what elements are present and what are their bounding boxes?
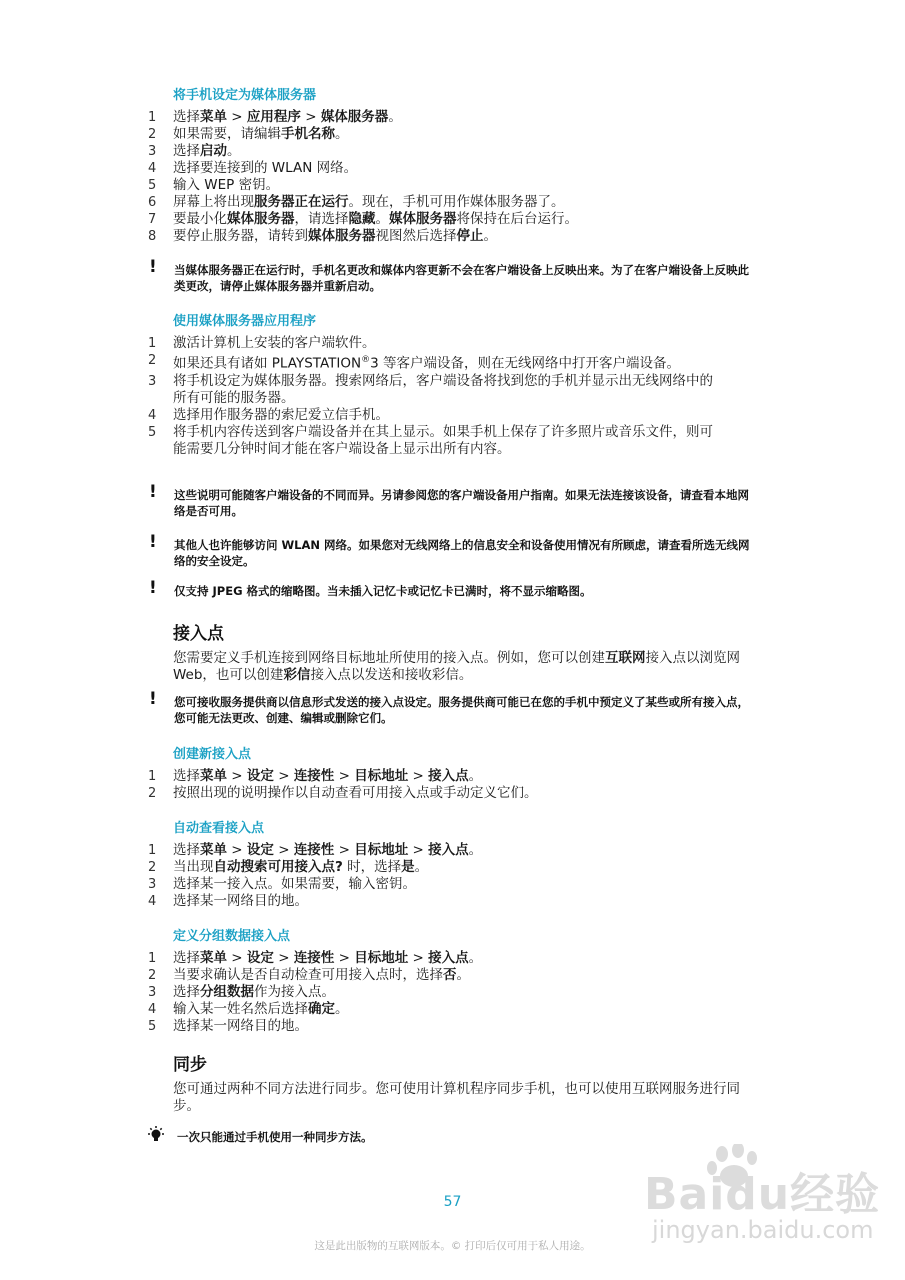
warning-note-s2-3: ! 仅支持 JPEG 格式的缩略图。当未插入记忆卡或记忆卡已满时，将不显示缩略图。	[149, 578, 592, 598]
step-number: 1	[148, 110, 157, 125]
step-number: 3	[148, 373, 157, 389]
step-number: 8	[148, 229, 157, 244]
step-item: 5 输入 WEP 密钥。	[148, 177, 280, 193]
step-item: 3 选择某一接入点。如果需要，输入密钥。	[148, 876, 416, 892]
step-item: 2 当要求确认是否自动检查可用接入点时，选择否。	[148, 967, 470, 983]
step-number: 5	[148, 178, 157, 193]
step-item: 7 要最小化媒体服务器，请选择隐藏。媒体服务器将保持在后台运行。	[148, 211, 578, 227]
steps-s2	[0, 335, 713, 458]
heading-use-media-server: 使用媒体服务器应用程序	[173, 314, 317, 329]
step-number: 2	[148, 860, 157, 875]
step-item: 5 选择某一网络目的地。	[148, 1018, 308, 1034]
step-item: 6 屏幕上将出现服务器正在运行。现在，手机可用作媒体服务器了。	[148, 194, 565, 210]
step-item: 4 选择要连接到的 WLAN 网络。	[148, 160, 358, 176]
exclamation-icon: !	[149, 578, 157, 598]
steps-s5	[0, 842, 713, 910]
exclamation-icon: !	[149, 532, 157, 552]
step-item: 4 选择某一网络目的地。	[148, 893, 308, 909]
step-item: 4 输入某一姓名然后选择确定。	[148, 1001, 349, 1017]
step-number: 6	[148, 195, 157, 210]
step-item: 1 选择菜单 > 设定 > 连接性 > 目标地址 > 接入点。	[148, 950, 483, 966]
step-item: 1 选择菜单 > 设定 > 连接性 > 目标地址 > 接入点。	[148, 768, 483, 784]
heading-access-points: 接入点	[173, 624, 224, 644]
step-number: 2	[148, 127, 157, 142]
step-number: 2	[148, 786, 157, 801]
step-number: 7	[148, 212, 157, 227]
tip-note-sync: 一次只能通过手机使用一种同步方法。	[177, 1130, 373, 1144]
para-access-points: 您需要定义手机连接到网络目标地址所使用的接入点。例如，您可以创建互联网接入点以浏览网 Web，也可以创建彩信接入点以发送和接收彩信。	[173, 650, 740, 683]
para-sync: 您可通过两种不同方法进行同步。您可使用计算机程序同步手机，也可以使用互联网服务进行同步。	[173, 1081, 740, 1114]
step-item: 4 选择用作服务器的索尼爱立信手机。	[148, 406, 389, 423]
step-item: 3 选择分组数据作为接入点。	[148, 984, 335, 1000]
page-number: 57	[443, 1194, 462, 1210]
step-item: 1 激活计算机上安装的客户端软件。	[148, 335, 376, 351]
step-number: 3	[148, 985, 157, 1000]
warning-note-s3: ! 您可接收服务提供商以信息形式发送的接入点设定。服务提供商可能已在您的手机中预定义了某些或所有接入点，您可能无法更改、创建、编辑或删除它们。	[149, 689, 749, 725]
step-number: 3	[148, 144, 157, 159]
watermark-brand: Baidu经验	[644, 1169, 881, 1220]
step-item: 3 将手机设定为媒体服务器。搜索网络后，客户端设备将找到您的手机并显示出无线网络中的所有可能的服务器。	[148, 372, 713, 406]
step-number: 1	[148, 336, 157, 351]
watermark-url: jingyan.baidu.com	[652, 1216, 874, 1244]
heading-sync: 同步	[173, 1055, 207, 1075]
step-number: 4	[148, 161, 157, 176]
step-item: 1 选择菜单 > 设定 > 连接性 > 目标地址 > 接入点。	[148, 842, 483, 858]
step-number: 1	[148, 843, 157, 858]
exclamation-icon: !	[149, 257, 157, 277]
heading-packet-data-access-point: 定义分组数据接入点	[173, 929, 291, 944]
step-item: 5 将手机内容传送到客户端设备并在其上显示。如果手机上保存了许多照片或音乐文件，则可能需要几分钟时间才能在客户端设备上显示出所有内容。	[148, 423, 713, 457]
step-item: 2 如果还具有诸如 PLAYSTATION®3 等客户端设备，则在无线网络中打开客户端设备。	[148, 353, 680, 372]
exclamation-icon: !	[149, 482, 157, 502]
step-number: 2	[148, 968, 157, 983]
step-number: 4	[148, 1002, 157, 1017]
footer-notice: 这是此出版物的互联网版本。© 打印后仅可用于私人用途。	[314, 1240, 591, 1252]
step-number: 5	[148, 424, 157, 440]
step-number: 4	[148, 894, 157, 909]
step-number: 1	[148, 769, 157, 784]
heading-media-server-setup: 将手机设定为媒体服务器	[173, 88, 317, 103]
steps-s4	[0, 768, 713, 802]
steps-s1	[0, 109, 713, 245]
step-item: 2 按照出现的说明操作以自动查看可用接入点或手动定义它们。	[148, 785, 538, 801]
heading-create-access-point: 创建新接入点	[173, 747, 252, 762]
warning-note-s2-1: ! 这些说明可能随客户端设备的不同而异。另请参阅您的客户端设备用户指南。如果无法连接该设备，请查看本地网络是否可用。	[149, 482, 749, 518]
step-item: 8 要停止服务器，请转到媒体服务器视图然后选择停止。	[148, 228, 497, 244]
step-number: 4	[148, 407, 157, 423]
steps-s6	[0, 950, 713, 1035]
step-number: 3	[148, 877, 157, 892]
step-item: 3 选择启动。	[148, 143, 241, 159]
step-item: 1 选择菜单 > 应用程序 > 媒体服务器。	[148, 109, 402, 125]
step-item: 2 如果需要，请编辑手机名称。	[148, 126, 349, 142]
exclamation-icon: !	[149, 689, 157, 709]
watermark	[640, 1150, 890, 1260]
warning-note-s2-2: ! 其他人也许能够访问 WLAN 网络。如果您对无线网络上的信息安全和设备使用情况有所顾虑，请查看所选无线网络的安全设定。	[149, 532, 750, 568]
step-item: 2 当出现自动搜索可用接入点? 时，选择是。	[148, 859, 429, 875]
heading-auto-check-access-point: 自动查看接入点	[173, 821, 265, 836]
step-number: 1	[148, 951, 157, 966]
step-number: 5	[148, 1019, 157, 1034]
step-number: 2	[148, 353, 157, 368]
warning-note-s1: ! 当媒体服务器正在运行时，手机名更改和媒体内容更新不会在客户端设备上反映出来。为了在客户端设备上反映此类更改，请停止媒体服务器并重新启动。	[149, 257, 749, 293]
